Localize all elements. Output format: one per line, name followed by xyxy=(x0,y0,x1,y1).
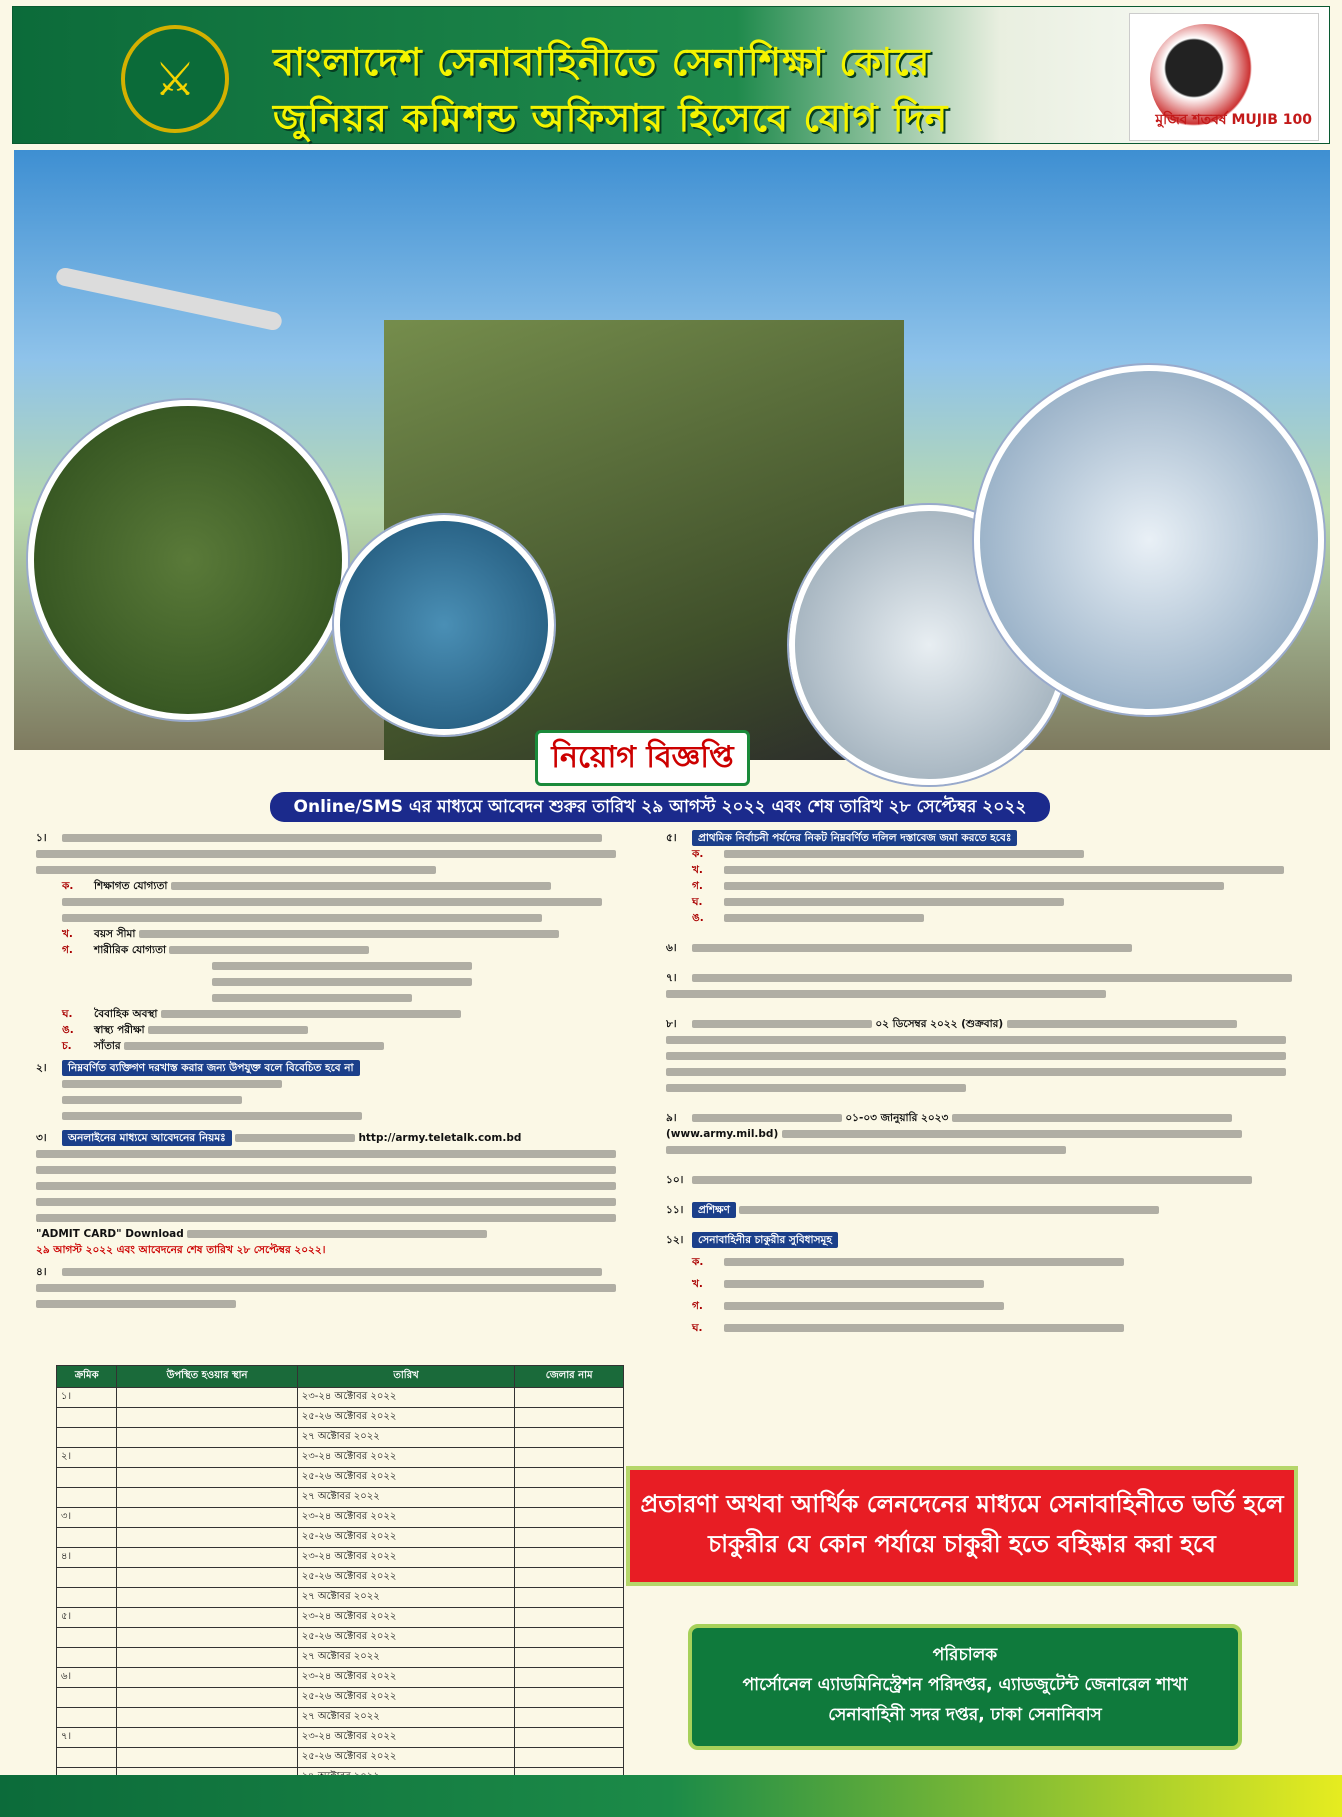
issuer-title: পরিচালক xyxy=(932,1645,998,1665)
table-header: ক্রমিক xyxy=(57,1366,117,1388)
section-number: ৬। xyxy=(666,942,677,954)
table-cell xyxy=(117,1468,297,1488)
table-row xyxy=(57,1568,624,1588)
table-cell xyxy=(57,1628,117,1648)
section-12 xyxy=(666,1232,1316,1336)
sub-key: ক. xyxy=(692,1256,704,1268)
army-site-link[interactable]: (www.army.mil.bd) xyxy=(666,1128,779,1140)
right-column xyxy=(666,830,1316,1342)
date-banner: Online/SMS এর মাধ্যমে আবেদন শুরুর তারিখ ২৯ আগস্ট ২০২২ এবং শেষ তারিখ ২৮ সেপ্টেম্বর ২০২২ xyxy=(270,792,1050,822)
section-number: ৮। xyxy=(666,1018,677,1030)
table-cell xyxy=(57,1528,117,1548)
table-cell xyxy=(515,1748,624,1768)
section-heading: অনলাইনের মাধ্যমে আবেদনের নিয়মঃ xyxy=(62,1130,232,1146)
table-row xyxy=(57,1428,624,1448)
table-cell xyxy=(57,1468,117,1488)
table-cell xyxy=(515,1568,624,1588)
table-cell xyxy=(117,1588,297,1608)
table-row xyxy=(57,1748,624,1768)
table-cell: ৩। xyxy=(57,1508,117,1528)
table-row xyxy=(57,1648,624,1668)
apply-url-link[interactable]: http://army.teletalk.com.bd xyxy=(358,1132,522,1144)
section-10 xyxy=(666,1172,1316,1188)
issuer-box xyxy=(688,1624,1242,1750)
table-cell xyxy=(57,1688,117,1708)
sub-key: গ. xyxy=(62,944,73,956)
sub-key: খ. xyxy=(692,864,703,876)
table-cell xyxy=(515,1688,624,1708)
section-6 xyxy=(666,940,1316,956)
section-4 xyxy=(36,1264,636,1312)
table-cell: ২৫-২৬ অক্টোবর ২০২২ xyxy=(297,1408,515,1428)
table-row xyxy=(57,1688,624,1708)
section-8 xyxy=(666,1016,1316,1096)
table-cell xyxy=(515,1668,624,1688)
table-row xyxy=(57,1608,624,1628)
section-number: ১। xyxy=(36,832,47,844)
table-cell xyxy=(117,1408,297,1428)
result-date: ০১-০৩ জানুয়ারি ২০২৩ xyxy=(845,1112,949,1124)
section-number: ৯। xyxy=(666,1112,677,1124)
headline-line-1: বাংলাদেশ সেনাবাহিনীতে সেনাশিক্ষা কোরে xyxy=(273,40,931,84)
sub-key: গ. xyxy=(692,1300,703,1312)
table-cell: ২৫-২৬ অক্টোবর ২০২২ xyxy=(297,1468,515,1488)
sub-label: বয়স সীমা xyxy=(94,928,136,940)
footer-bar xyxy=(0,1775,1342,1817)
table-row xyxy=(57,1388,624,1408)
sub-label: শিক্ষাগত যোগ্যতা xyxy=(94,880,168,892)
table-cell xyxy=(515,1588,624,1608)
table-cell xyxy=(117,1428,297,1448)
table-header: জেলার নাম xyxy=(515,1366,624,1388)
sub-key: ঘ. xyxy=(692,1322,703,1334)
section-7 xyxy=(666,970,1316,1002)
table-row xyxy=(57,1508,624,1528)
sub-label: সাঁতার xyxy=(94,1040,121,1052)
notice-title: নিয়োগ বিজ্ঞপ্তি xyxy=(535,730,750,786)
sub-key: খ. xyxy=(62,928,73,940)
table-cell xyxy=(57,1648,117,1668)
section-heading: নিম্নবর্ণিত ব্যক্তিগণ দরখাস্ত করার জন্য উপযুক্ত বলে বিবেচিত হবে না xyxy=(62,1060,360,1076)
section-number: ৩। xyxy=(36,1132,47,1144)
table-cell xyxy=(117,1548,297,1568)
table-row xyxy=(57,1668,624,1688)
table-cell: ১। xyxy=(57,1388,117,1408)
table-cell: ২৩-২৪ অক্টোবর ২০২২ xyxy=(297,1508,515,1528)
table-cell xyxy=(515,1548,624,1568)
section-1 xyxy=(36,830,636,1054)
table-cell xyxy=(515,1448,624,1468)
table-header: তারিখ xyxy=(297,1366,515,1388)
table-cell xyxy=(57,1488,117,1508)
section-heading: সেনাবাহিনীর চাকুরীর সুবিধাসমূহ xyxy=(692,1232,838,1248)
table-row xyxy=(57,1548,624,1568)
table-row xyxy=(57,1708,624,1728)
table-cell: ২৩-২৪ অক্টোবর ২০২২ xyxy=(297,1388,515,1408)
table-cell: ৭। xyxy=(57,1728,117,1748)
section-2 xyxy=(36,1060,636,1124)
table-cell xyxy=(117,1608,297,1628)
table-cell xyxy=(117,1728,297,1748)
hero-photo-collage xyxy=(14,150,1330,750)
sub-key: ঙ. xyxy=(692,912,704,924)
table-cell xyxy=(515,1388,624,1408)
table-cell xyxy=(515,1428,624,1448)
table-cell xyxy=(117,1628,297,1648)
section-number: ১১। xyxy=(666,1204,684,1216)
soldiers-photo xyxy=(28,400,348,720)
table-cell xyxy=(117,1568,297,1588)
table-cell xyxy=(117,1648,297,1668)
table-row xyxy=(57,1588,624,1608)
table-cell xyxy=(117,1688,297,1708)
basketball-photo xyxy=(334,515,554,735)
section-number: ৭। xyxy=(666,972,677,984)
table-cell: ৫। xyxy=(57,1608,117,1628)
table-cell xyxy=(117,1708,297,1728)
section-number: ৪। xyxy=(36,1266,47,1278)
table-cell xyxy=(117,1508,297,1528)
table-cell xyxy=(57,1408,117,1428)
table-cell: ২৩-২৪ অক্টোবর ২০২২ xyxy=(297,1608,515,1628)
sub-key: গ. xyxy=(692,880,703,892)
table-cell xyxy=(57,1428,117,1448)
un-vehicle-photo xyxy=(974,365,1324,715)
section-5 xyxy=(666,830,1316,926)
written-exam-date: ০২ ডিসেম্বর ২০২২ (শুক্রবার) xyxy=(875,1018,1004,1030)
sub-label: বৈবাহিক অবস্থা xyxy=(94,1008,158,1020)
table-cell: ২৭ অক্টোবর ২০২২ xyxy=(297,1488,515,1508)
table-cell: ২৫-২৬ অক্টোবর ২০২২ xyxy=(297,1568,515,1588)
table-cell xyxy=(57,1748,117,1768)
table-cell xyxy=(515,1608,624,1628)
table-cell xyxy=(515,1528,624,1548)
table-cell xyxy=(57,1708,117,1728)
missile-image xyxy=(55,266,284,331)
table-row xyxy=(57,1408,624,1428)
table-cell: ২৫-২৬ অক্টোবর ২০২২ xyxy=(297,1688,515,1708)
sub-key: ঙ. xyxy=(62,1024,74,1036)
table-cell xyxy=(515,1488,624,1508)
mujib-logo xyxy=(1129,13,1319,141)
table-cell: ২৭ অক্টোবর ২০২২ xyxy=(297,1588,515,1608)
table-cell xyxy=(117,1528,297,1548)
mujib-text: মুজিব শতবর্ষ MUJIB 100 xyxy=(1155,112,1312,128)
table-cell xyxy=(117,1748,297,1768)
table-cell xyxy=(515,1468,624,1488)
table-cell xyxy=(515,1648,624,1668)
admit-card-text: "ADMIT CARD" Download xyxy=(36,1228,184,1240)
table-cell: ৪। xyxy=(57,1548,117,1568)
table-cell: ২৩-২৪ অক্টোবর ২০২২ xyxy=(297,1548,515,1568)
table-cell xyxy=(515,1708,624,1728)
table-cell xyxy=(515,1508,624,1528)
table-cell: ২৩-২৪ অক্টোবর ২০২২ xyxy=(297,1668,515,1688)
sub-key: চ. xyxy=(62,1040,72,1052)
table-row xyxy=(57,1448,624,1468)
sub-key: ক. xyxy=(62,880,74,892)
issuer-dept: পার্সোনেল এ্যাডমিনিস্ট্রেশন পরিদপ্তর, এ্যাডজুটেন্ট জেনারেল শাখা xyxy=(742,1675,1188,1695)
section-11 xyxy=(666,1202,1316,1218)
sub-label: স্বাস্থ্য পরীক্ষা xyxy=(94,1024,145,1036)
sub-key: ক. xyxy=(692,848,704,860)
headline-line-2: জুনিয়র কমিশন্ড অফিসার হিসেবে যোগ দিন xyxy=(273,96,949,140)
table-cell: ২৭ অক্টোবর ২০২২ xyxy=(297,1708,515,1728)
table-cell: ২। xyxy=(57,1448,117,1468)
table-cell xyxy=(515,1408,624,1428)
header-banner xyxy=(12,6,1330,144)
table-cell xyxy=(117,1488,297,1508)
section-3 xyxy=(36,1130,636,1258)
table-cell xyxy=(515,1628,624,1648)
sub-key: ঘ. xyxy=(692,896,703,908)
table-cell xyxy=(57,1568,117,1588)
table-cell: ২৩-২৪ অক্টোবর ২০২২ xyxy=(297,1728,515,1748)
section-number: ১২। xyxy=(666,1234,684,1246)
sub-key: ঘ. xyxy=(62,1008,73,1020)
section-9 xyxy=(666,1110,1316,1158)
table-cell xyxy=(57,1588,117,1608)
table-row xyxy=(57,1628,624,1648)
section-number: ১০। xyxy=(666,1174,684,1186)
table-cell xyxy=(117,1668,297,1688)
fraud-warning-box: প্রতারণা অথবা আর্থিক লেনদেনের মাধ্যমে সেনাবাহিনীতে ভর্তি হলে চাকুরীর যে কোন পর্যায়ে চাকুরী হতে বহিষ্কার করা হবে xyxy=(626,1466,1298,1586)
section-heading: প্রাথমিক নির্বাচনী পর্যদের নিকট নিম্নবর্ণিত দলিল দস্তাবেজ জমা করতে হবেঃ xyxy=(692,830,1017,846)
table-row xyxy=(57,1488,624,1508)
sub-label: শারীরিক যোগ্যতা xyxy=(94,944,167,956)
exam-centers-table xyxy=(56,1365,624,1788)
deadline-text: ২৯ আগস্ট ২০২২ এবং আবেদনের শেষ তারিখ ২৮ সেপ্টেম্বর ২০২২। xyxy=(36,1244,326,1256)
table-cell xyxy=(515,1728,624,1748)
section-heading: প্রশিক্ষণ xyxy=(692,1202,736,1218)
issuer-hq: সেনাবাহিনী সদর দপ্তর, ঢাকা সেনানিবাস xyxy=(828,1705,1102,1725)
table-row xyxy=(57,1728,624,1748)
table-row xyxy=(57,1468,624,1488)
table-header: উপস্থিত হওয়ার স্থান xyxy=(117,1366,297,1388)
sub-key: খ. xyxy=(692,1278,703,1290)
section-number: ৫। xyxy=(666,832,677,844)
army-crest-icon: ⚔ xyxy=(121,25,229,133)
left-column xyxy=(36,830,636,1318)
table-cell: ২৫-২৬ অক্টোবর ২০২২ xyxy=(297,1528,515,1548)
section-number: ২। xyxy=(36,1062,47,1074)
table-cell: ২৩-২৪ অক্টোবর ২০২২ xyxy=(297,1448,515,1468)
table-row xyxy=(57,1528,624,1548)
table-cell: ২৫-২৬ অক্টোবর ২০২২ xyxy=(297,1748,515,1768)
table-cell: ২৭ অক্টোবর ২০২২ xyxy=(297,1428,515,1448)
table-cell xyxy=(117,1448,297,1468)
table-cell xyxy=(117,1388,297,1408)
table-cell: ২৭ অক্টোবর ২০২২ xyxy=(297,1648,515,1668)
table-cell: ৬। xyxy=(57,1668,117,1688)
table-cell: ২৫-২৬ অক্টোবর ২০২২ xyxy=(297,1628,515,1648)
